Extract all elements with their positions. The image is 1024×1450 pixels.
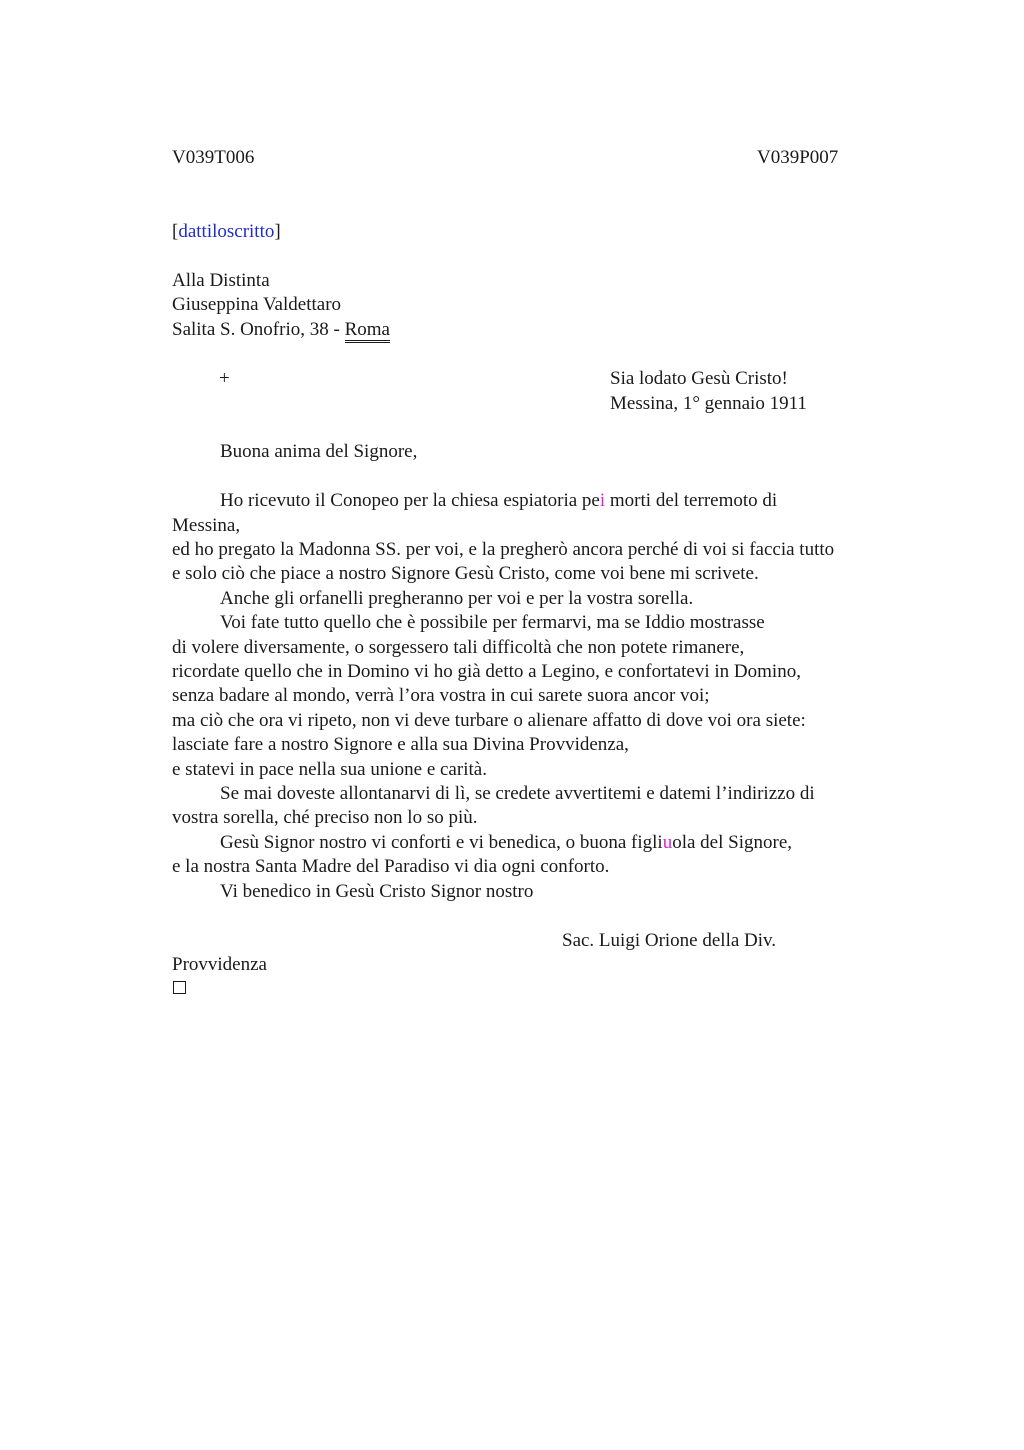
praise-line: Sia lodato Gesù Cristo! xyxy=(610,368,788,389)
salutation: Buona anima del Signore, xyxy=(220,441,418,462)
body-line-11: lasciate fare a nostro Signore e alla sua Divina Provvidenza, xyxy=(172,734,629,755)
body-line-1 xyxy=(220,489,777,513)
body-line-10: ma ciò che ora vi ripeto, non vi deve turbare o alienare affatto di dove voi ora siete: xyxy=(172,710,806,731)
typescript-word: dattiloscritto xyxy=(178,221,275,242)
typescript-note xyxy=(172,220,281,244)
checkbox-symbol xyxy=(173,981,186,994)
body-line-5: Anche gli orfanelli pregheranno per voi e per la vostra sorella. xyxy=(220,588,694,609)
signature-line-1: Sac. Luigi Orione della Div. xyxy=(562,930,777,951)
place-date: Messina, 1° gennaio 1911 xyxy=(610,393,807,414)
body-line-17: Vi benedico in Gesù Cristo Signor nostro xyxy=(220,881,534,902)
body-line-3: ed ho pregato la Madonna SS. per voi, e la pregherò ancora perché di voi si faccia tutto xyxy=(172,539,835,560)
cross-symbol: + xyxy=(219,368,230,389)
body-line-2: Messina, xyxy=(172,515,241,536)
body-line-12: e statevi in pace nella sua unione e carità. xyxy=(172,759,487,780)
body-line-15 xyxy=(220,831,792,855)
body-line-9: senza badare al mondo, verrà l’ora vostra in cui sarete suora ancor voi; xyxy=(172,685,710,706)
body-line-4: e solo ciò che piace a nostro Signore Gesù Cristo, come voi bene mi scrivete. xyxy=(172,563,759,584)
bracket-close: ] xyxy=(274,221,281,242)
body-text: ola del Signore, xyxy=(672,832,792,853)
signature-line-2: Provvidenza xyxy=(172,954,267,975)
body-line-16: e la nostra Santa Madre del Paradiso vi dia ogni conforto. xyxy=(172,856,610,877)
address-city: Roma xyxy=(345,320,390,343)
body-text: Gesù Signor nostro vi conforti e vi benedica, o buona figli xyxy=(220,832,663,853)
address-line-2: Giuseppina Valdettaro xyxy=(172,294,342,315)
body-line-6: Voi fate tutto quello che è possibile per fermarvi, ma se Iddio mostrasse xyxy=(220,612,765,633)
body-line-14: vostra sorella, ché preciso non lo so più. xyxy=(172,807,478,828)
document-code-left: V039T006 xyxy=(172,147,255,168)
body-line-7: di volere diversamente, o sorgessero tali difficoltà che non potete rimanere, xyxy=(172,637,745,658)
address-line-1: Alla Distinta xyxy=(172,270,270,291)
document-code-right: V039P007 xyxy=(757,147,839,168)
address-line-3 xyxy=(172,318,390,343)
correction-mark: i xyxy=(599,490,606,511)
address-street: Salita S. Onofrio, 38 - xyxy=(172,319,345,340)
bracket-open: [ xyxy=(172,221,179,242)
body-text: morti del terremoto di xyxy=(605,490,778,511)
body-line-13: Se mai doveste allontanarvi di lì, se credete avvertitemi e datemi l’indirizzo di xyxy=(220,783,815,804)
body-text: Ho ricevuto il Conopeo per la chiesa espiatoria pe xyxy=(220,490,600,511)
body-line-8: ricordate quello che in Domino vi ho già detto a Legino, e confortatevi in Domino, xyxy=(172,661,801,682)
correction-mark: u xyxy=(662,832,673,853)
